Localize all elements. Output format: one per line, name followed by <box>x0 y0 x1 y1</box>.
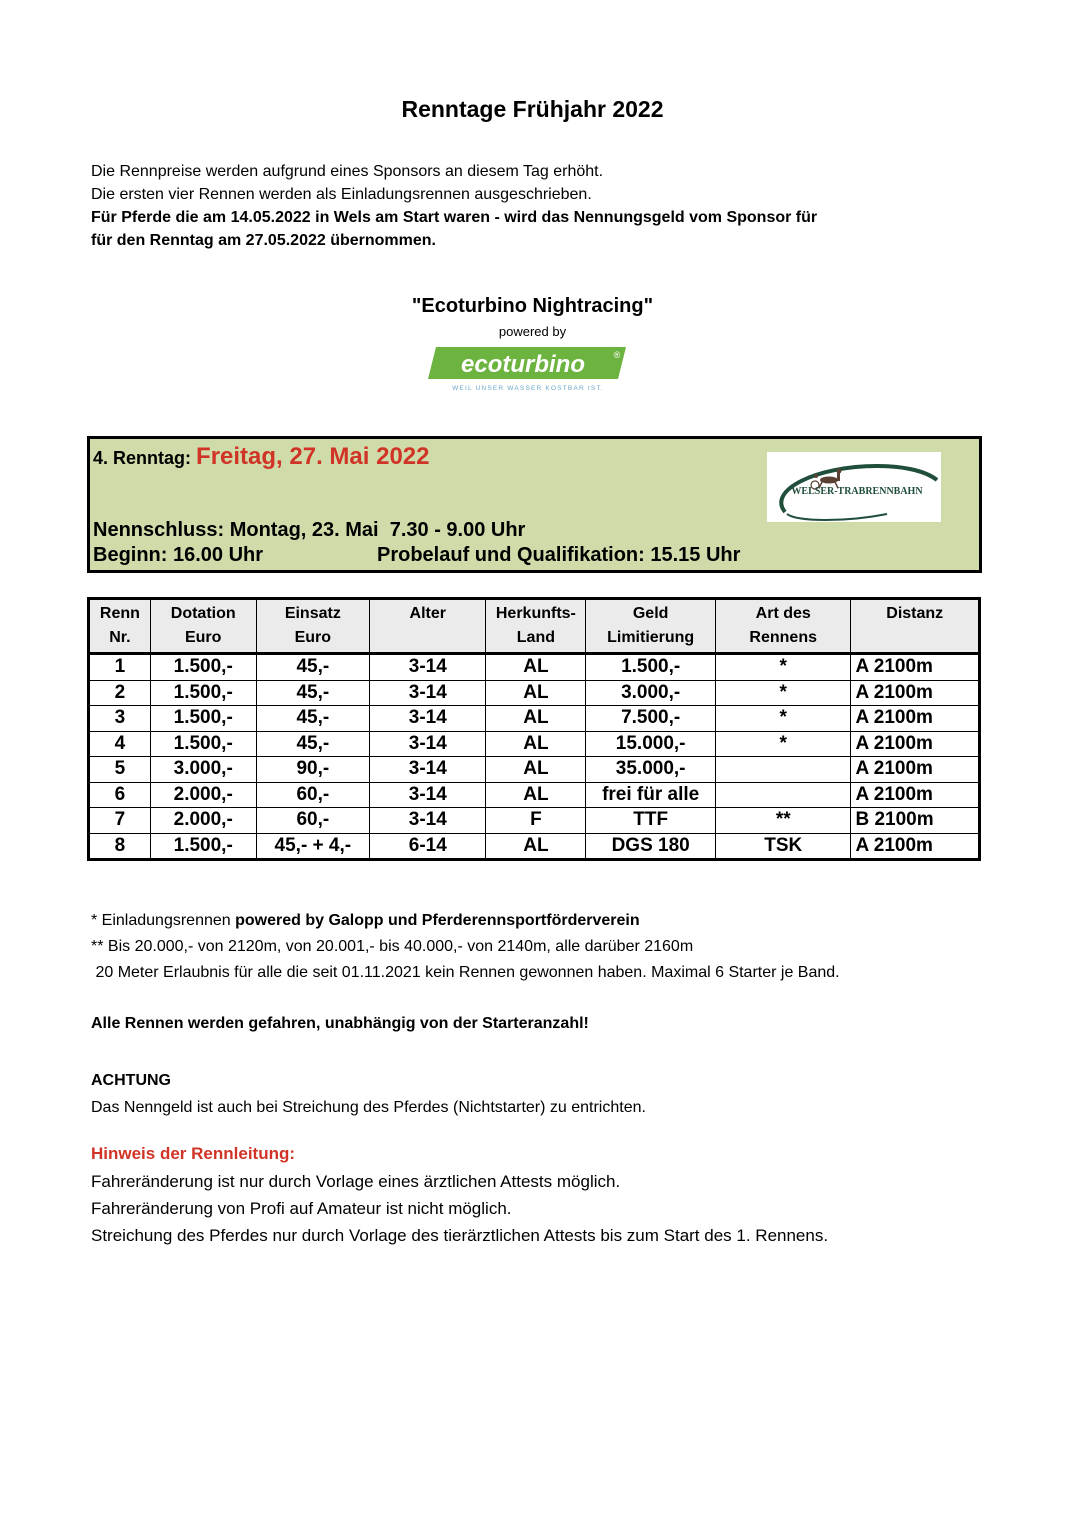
table-cell: 45,- <box>256 731 370 757</box>
table-cell: 2.000,- <box>150 808 256 834</box>
logo-tagline: WEIL UNSER WASSER KOSTBAR IST. <box>452 385 604 392</box>
footnote-star-text: * Einladungsrennen <box>91 912 236 929</box>
table-row <box>89 680 980 706</box>
table-cell: 3-14 <box>370 706 486 732</box>
table-cell: A 2100m <box>851 654 980 681</box>
logo-registered-mark: ® <box>613 350 621 360</box>
table-cell: AL <box>486 782 586 808</box>
beginn-time: Beginn: 16.00 Uhr <box>93 544 264 566</box>
raceday-heading <box>93 443 429 471</box>
intro-line: Die Rennpreise werden aufgrund eines Sponsors an diesem Tag erhöht. <box>91 163 604 180</box>
table-cell: frei für alle <box>586 782 716 808</box>
page-title: Renntage Frühjahr 2022 <box>401 96 664 122</box>
table-cell: 3-14 <box>370 782 486 808</box>
table-cell: 45,- <box>256 680 370 706</box>
column-header: Geld Limitierung <box>586 599 716 654</box>
hinweis-line: Fahreränderung von Profi auf Amateur ist nicht möglich. <box>91 1199 512 1218</box>
table-cell: A 2100m <box>851 731 980 757</box>
table-cell: 3-14 <box>370 808 486 834</box>
table-cell: 1.500,- <box>150 654 256 681</box>
table-cell: A 2100m <box>851 706 980 732</box>
footnote-star <box>91 908 1011 934</box>
nennschluss-line: Nennschluss: Montag, 23. Mai 7.30 - 9.00 Uhr <box>93 519 526 541</box>
table-cell: ** <box>715 808 850 834</box>
column-header: Renn Nr. <box>89 599 151 654</box>
table-cell: * <box>715 706 850 732</box>
logo-wordmark: ecoturbino <box>461 351 585 378</box>
table-row <box>89 808 980 834</box>
table-cell: 35.000,- <box>586 757 716 783</box>
raceday-date: Freitag, 27. Mai 2022 <box>196 443 430 470</box>
table-cell: 4 <box>89 731 151 757</box>
powered-by-label: powered by <box>498 324 567 339</box>
column-header: Alter <box>370 599 486 654</box>
column-header: Art des Rennens <box>715 599 850 654</box>
table-cell: 6 <box>89 782 151 808</box>
table-cell: TSK <box>715 833 850 860</box>
achtung-heading: ACHTUNG <box>91 1072 171 1089</box>
column-header: Herkunfts- Land <box>486 599 586 654</box>
table-cell: AL <box>486 706 586 732</box>
table-cell <box>715 757 850 783</box>
table-cell: 6-14 <box>370 833 486 860</box>
table-cell: 3 <box>89 706 151 732</box>
table-cell: 3-14 <box>370 757 486 783</box>
event-name: "Ecoturbino Nightracing" <box>411 295 654 317</box>
table-row <box>89 833 980 860</box>
table-cell: 60,- <box>256 808 370 834</box>
table-cell: 1.500,- <box>150 833 256 860</box>
table-cell: A 2100m <box>851 680 980 706</box>
table-cell: 7 <box>89 808 151 834</box>
welser-trabrennbahn-logo <box>767 452 941 522</box>
table-cell: TTF <box>586 808 716 834</box>
beginn-line <box>93 544 741 567</box>
ecoturbino-logo <box>428 346 628 394</box>
intro-bold-line: für den Renntag am 27.05.2022 übernommen. <box>91 232 436 249</box>
table-cell: * <box>715 654 850 681</box>
table-cell: AL <box>486 680 586 706</box>
table-cell: 45,- <box>256 706 370 732</box>
column-header: Distanz <box>851 599 980 654</box>
table-cell: 1.500,- <box>586 654 716 681</box>
raceday-box <box>87 436 982 573</box>
table-cell: * <box>715 680 850 706</box>
table-cell: 45,- + 4,- <box>256 833 370 860</box>
intro-bold-line: Für Pferde die am 14.05.2022 in Wels am Start waren - wird das Nennungsgeld vom Sponsor für <box>91 209 818 226</box>
column-header: Einsatz Euro <box>256 599 370 654</box>
table-cell: AL <box>486 757 586 783</box>
table-cell: 3-14 <box>370 680 486 706</box>
footnote-double-star: ** Bis 20.000,- von 2120m, von 20.001,- bis 40.000,- von 2140m, alle darüber 2160m <box>91 938 694 955</box>
race-table <box>87 597 981 861</box>
table-row <box>89 782 980 808</box>
footnote-star-bold: powered by Galopp und Pferderennsportförderverein <box>235 912 640 929</box>
table-row <box>89 731 980 757</box>
table-cell: 45,- <box>256 654 370 681</box>
table-cell: B 2100m <box>851 808 980 834</box>
raceday-label: 4. Renntag: <box>93 448 192 468</box>
table-cell: 8 <box>89 833 151 860</box>
intro-text <box>91 160 991 252</box>
probelauf-time: Probelauf und Qualifikation: 15.15 Uhr <box>377 544 741 566</box>
table-cell: 3.000,- <box>150 757 256 783</box>
hinweis-line: Streichung des Pferdes nur durch Vorlage des tierärztlichen Attests bis zum Start des 1. Rennens. <box>91 1226 829 1245</box>
table-header-row <box>89 599 980 654</box>
table-cell: 1.500,- <box>150 731 256 757</box>
table-cell: 5 <box>89 757 151 783</box>
table-cell <box>715 782 850 808</box>
table-cell: A 2100m <box>851 757 980 783</box>
all-races-notice: Alle Rennen werden gefahren, unabhängig von der Starteranzahl! <box>91 1015 589 1032</box>
table-cell: 1 <box>89 654 151 681</box>
table-row <box>89 654 980 681</box>
hinweis-lines <box>91 1168 828 1249</box>
table-cell: 3-14 <box>370 731 486 757</box>
column-header: Dotation Euro <box>150 599 256 654</box>
table-cell: AL <box>486 833 586 860</box>
table-cell: AL <box>486 731 586 757</box>
hinweis-heading: Hinweis der Rennleitung: <box>91 1144 296 1163</box>
achtung-text: Das Nenngeld ist auch bei Streichung des Pferdes (Nichtstarter) zu entrichten. <box>91 1099 646 1116</box>
table-cell: AL <box>486 654 586 681</box>
table-cell: A 2100m <box>851 833 980 860</box>
table-cell: 3-14 <box>370 654 486 681</box>
footnotes <box>91 908 1011 986</box>
table-cell: 3.000,- <box>586 680 716 706</box>
table-cell: 7.500,- <box>586 706 716 732</box>
table-cell: F <box>486 808 586 834</box>
venue-logo-text: WELSER-TRABRENNBAHN <box>791 486 923 497</box>
table-cell: 2.000,- <box>150 782 256 808</box>
footnote-twenty-meter: 20 Meter Erlaubnis für alle die seit 01.11.2021 kein Rennen gewonnen haben. Maximal 6 Starter je Band. <box>91 964 840 981</box>
table-cell: DGS 180 <box>586 833 716 860</box>
table-cell: 90,- <box>256 757 370 783</box>
table-cell: 15.000,- <box>586 731 716 757</box>
table-cell: A 2100m <box>851 782 980 808</box>
hinweis-line: Fahreränderung ist nur durch Vorlage eines ärztlichen Attests möglich. <box>91 1172 621 1191</box>
table-row <box>89 757 980 783</box>
table-cell: * <box>715 731 850 757</box>
table-cell: 60,- <box>256 782 370 808</box>
table-cell: 1.500,- <box>150 680 256 706</box>
table-cell: 2 <box>89 680 151 706</box>
intro-line: Die ersten vier Rennen werden als Einladungsrennen ausgeschrieben. <box>91 186 592 203</box>
table-cell: 1.500,- <box>150 706 256 732</box>
table-row <box>89 706 980 732</box>
